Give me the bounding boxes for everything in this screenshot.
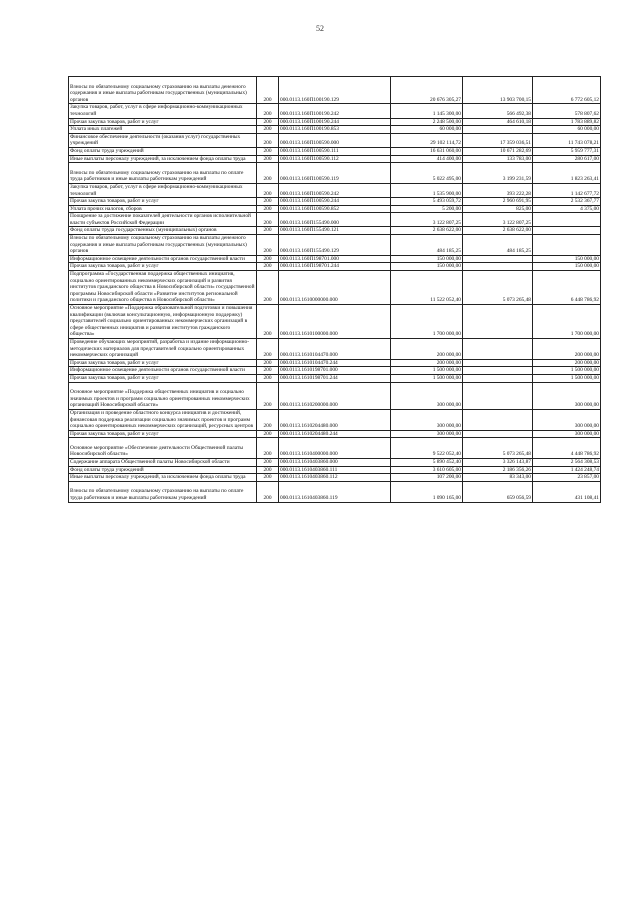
row-unexecuted-cell: 6 448 786,92 <box>533 271 601 305</box>
row-executed-cell: 3 326 143,87 <box>463 459 533 467</box>
row-unexecuted-cell: 23 857,00 <box>533 474 601 482</box>
row-kbk-cell: 000.0113.1610403860.112 <box>279 474 391 482</box>
row-executed-cell: 17 359 036,51 <box>463 133 533 147</box>
row-executed-cell: 2 638 622,00 <box>463 227 533 235</box>
row-kbk-cell: 000.0113.1610403860.119 <box>279 481 391 502</box>
row-approved-cell: 9 522 052,40 <box>391 438 463 459</box>
table-row <box>69 338 601 359</box>
row-code-cell: 200 <box>257 235 279 256</box>
row-kbk-cell: 000.0113.1610403860.000 <box>279 459 391 467</box>
table-row <box>69 263 601 271</box>
row-kbk-cell: 000.0113.160П100190.129 <box>279 77 391 104</box>
row-unexecuted-cell: 2 532 367,77 <box>533 198 601 206</box>
row-code-cell: 200 <box>257 359 279 367</box>
row-unexecuted-cell: 1 142 677,72 <box>533 183 601 197</box>
row-unexecuted-cell: 300 000,00 <box>533 430 601 438</box>
row-code-cell: 200 <box>257 147 279 155</box>
row-kbk-cell: 000.0113.160П100190.244 <box>279 118 391 126</box>
row-kbk-cell: 000.0113.160П100590.852 <box>279 205 391 213</box>
row-name-cell: Взносы по обязательному социальному страхованию на выплаты денежного содержания и иные выплаты работникам государственных (муниципальных) органов <box>69 77 257 104</box>
row-approved-cell: 150 000,00 <box>391 255 463 263</box>
row-approved-cell: 1 090 165,00 <box>391 481 463 502</box>
row-unexecuted-cell: 4 375,00 <box>533 205 601 213</box>
table-row <box>69 255 601 263</box>
row-code-cell: 200 <box>257 126 279 134</box>
row-code-cell: 200 <box>257 430 279 438</box>
row-code-cell: 200 <box>257 227 279 235</box>
row-name-cell: Прочая закупка товаров, работ и услуг <box>69 430 257 438</box>
row-unexecuted-cell: 1 424 248,74 <box>533 466 601 474</box>
row-unexecuted-cell <box>533 235 601 256</box>
row-kbk-cell: 000.0113.1610000000.000 <box>279 271 391 305</box>
row-unexecuted-cell: 2 564 308,53 <box>533 459 601 467</box>
row-unexecuted-cell: 1 823 263,41 <box>533 163 601 184</box>
row-approved-cell: 484 185,25 <box>391 235 463 256</box>
row-approved-cell: 1 535 900,00 <box>391 183 463 197</box>
row-executed-cell <box>463 126 533 134</box>
table-row <box>69 213 601 227</box>
row-kbk-cell: 000.0113.1610400000.000 <box>279 438 391 459</box>
table-row <box>69 163 601 184</box>
table-row <box>69 147 601 155</box>
row-code-cell: 200 <box>257 382 279 409</box>
row-approved-cell: 150 000,00 <box>391 263 463 271</box>
row-code-cell: 200 <box>257 155 279 163</box>
row-approved-cell: 1 500 000,00 <box>391 367 463 375</box>
row-name-cell: Организация и проведение областного конкурса инициатив и достижений, финансовая поддержка реализации социально значимых проектов и программ социально ориентированных некоммерческих организаций, ресурсных центров <box>69 409 257 430</box>
row-name-cell: Прочая закупка товаров, работ и услуг <box>69 198 257 206</box>
table-row <box>69 438 601 459</box>
row-kbk-cell: 000.0113.160П100590.244 <box>279 198 391 206</box>
row-executed-cell <box>463 367 533 375</box>
row-name-cell: Фонд оплаты труда учреждений <box>69 147 257 155</box>
row-code-cell: 200 <box>257 374 279 382</box>
row-kbk-cell: 000.0113.160П100590.119 <box>279 163 391 184</box>
budget-execution-table <box>68 76 601 503</box>
table-row <box>69 183 601 197</box>
table-row <box>69 271 601 305</box>
row-name-cell: Уплата прочих налогов, сборов <box>69 205 257 213</box>
row-approved-cell: 200 000,00 <box>391 338 463 359</box>
row-code-cell: 200 <box>257 205 279 213</box>
row-name-cell: Финансовое обеспечение деятельности (оказания услуг) государственных учреждений <box>69 133 257 147</box>
row-executed-cell <box>463 374 533 382</box>
row-approved-cell: 29 102 114,72 <box>391 133 463 147</box>
row-name-cell: Фонд оплаты труда учреждений <box>69 466 257 474</box>
row-name-cell: Взносы по обязательному социальному страхованию на выплаты по оплате труда работников и иные выплаты работникам учреждений <box>69 481 257 502</box>
row-code-cell: 200 <box>257 338 279 359</box>
row-kbk-cell: 000.0113.160П198701.244 <box>279 263 391 271</box>
row-name-cell: Основное мероприятие «Поддержка образовательной подготовки и повышения квалификации (включая консультационную, информационную поддержку) представителей социально ориентированных некоммерческих организаций в сфере общественных инициатив и развития институтов гражданского общества» <box>69 305 257 339</box>
row-code-cell: 200 <box>257 367 279 375</box>
row-kbk-cell: 000.0113.160П100590.111 <box>279 147 391 155</box>
row-code-cell: 200 <box>257 183 279 197</box>
row-name-cell: Прочая закупка товаров, работ и услуг <box>69 118 257 126</box>
row-name-cell: Иные выплаты персоналу учреждений, за исключением фонда оплаты труда <box>69 155 257 163</box>
row-name-cell: Закупка товаров, работ, услуг в сфере информационно-коммуникационных технологий <box>69 183 257 197</box>
row-unexecuted-cell: 200 000,00 <box>533 338 601 359</box>
row-code-cell: 200 <box>257 466 279 474</box>
table-row <box>69 205 601 213</box>
row-executed-cell: 3 199 231,59 <box>463 163 533 184</box>
row-code-cell: 200 <box>257 104 279 118</box>
table-row <box>69 466 601 474</box>
row-code-cell: 200 <box>257 118 279 126</box>
row-unexecuted-cell: 431 108,41 <box>533 481 601 502</box>
row-executed-cell: 484 185,25 <box>463 235 533 256</box>
row-kbk-cell: 000.0113.1610403860.111 <box>279 466 391 474</box>
row-executed-cell <box>463 338 533 359</box>
table-row <box>69 430 601 438</box>
table-body <box>69 77 601 503</box>
row-executed-cell: 825,00 <box>463 205 533 213</box>
table-row <box>69 367 601 375</box>
row-code-cell: 200 <box>257 163 279 184</box>
row-approved-cell: 3 122 807,25 <box>391 213 463 227</box>
page-number: 52 <box>316 24 324 33</box>
row-code-cell: 200 <box>257 474 279 482</box>
table-row <box>69 459 601 467</box>
table-row <box>69 133 601 147</box>
row-kbk-cell: 000.0113.1610204480.244 <box>279 430 391 438</box>
row-kbk-cell: 000.0113.1610200000.000 <box>279 382 391 409</box>
table-row <box>69 409 601 430</box>
table-row <box>69 474 601 482</box>
row-approved-cell: 300 000,00 <box>391 409 463 430</box>
row-executed-cell: 10 671 282,69 <box>463 147 533 155</box>
row-kbk-cell: 000.0113.1610104470.244 <box>279 359 391 367</box>
row-approved-cell: 414 400,00 <box>391 155 463 163</box>
table-row <box>69 305 601 339</box>
row-executed-cell: 83 343,00 <box>463 474 533 482</box>
row-code-cell: 200 <box>257 77 279 104</box>
row-approved-cell: 11 522 052,40 <box>391 271 463 305</box>
row-code-cell: 200 <box>257 133 279 147</box>
table-row <box>69 374 601 382</box>
row-name-cell: Прочая закупка товаров, работ и услуг <box>69 263 257 271</box>
row-name-cell: Прочая закупка товаров, работ и услуг <box>69 359 257 367</box>
table-row <box>69 359 601 367</box>
row-unexecuted-cell: 60 000,00 <box>533 126 601 134</box>
row-code-cell: 200 <box>257 438 279 459</box>
row-executed-cell <box>463 263 533 271</box>
row-approved-cell: 5 022 495,00 <box>391 163 463 184</box>
row-kbk-cell: 000.0113.160П100590.000 <box>279 133 391 147</box>
row-unexecuted-cell: 200 000,00 <box>533 359 601 367</box>
row-executed-cell: 3 122 807,25 <box>463 213 533 227</box>
row-kbk-cell: 000.0113.1610104470.000 <box>279 338 391 359</box>
row-approved-cell: 200 000,00 <box>391 359 463 367</box>
row-code-cell: 200 <box>257 409 279 430</box>
row-kbk-cell: 000.0113.160П155490.000 <box>279 213 391 227</box>
table-row <box>69 235 601 256</box>
row-approved-cell: 16 631 060,00 <box>391 147 463 155</box>
row-unexecuted-cell: 300 000,00 <box>533 382 601 409</box>
row-code-cell: 200 <box>257 459 279 467</box>
row-executed-cell: 5 073 265,48 <box>463 271 533 305</box>
row-executed-cell <box>463 430 533 438</box>
table-row <box>69 481 601 502</box>
table-row <box>69 104 601 118</box>
row-kbk-cell: 000.0113.1610198701.244 <box>279 374 391 382</box>
table-row <box>69 382 601 409</box>
row-kbk-cell: 000.0113.1610100000.000 <box>279 305 391 339</box>
row-executed-cell <box>463 305 533 339</box>
row-kbk-cell: 000.0113.160П100590.112 <box>279 155 391 163</box>
row-code-cell: 200 <box>257 271 279 305</box>
row-unexecuted-cell: 5 959 777,31 <box>533 147 601 155</box>
row-unexecuted-cell <box>533 213 601 227</box>
row-unexecuted-cell: 6 772 605,12 <box>533 77 601 104</box>
row-name-cell: Содержание аппарата Общественной палаты Новосибирской области <box>69 459 257 467</box>
table-row <box>69 198 601 206</box>
row-name-cell: Уплата иных платежей <box>69 126 257 134</box>
row-approved-cell: 1 500 000,00 <box>391 374 463 382</box>
row-unexecuted-cell: 300 000,00 <box>533 409 601 430</box>
row-executed-cell: 2 960 691,95 <box>463 198 533 206</box>
row-approved-cell: 5 890 452,40 <box>391 459 463 467</box>
row-code-cell: 200 <box>257 213 279 227</box>
row-executed-cell: 133 783,00 <box>463 155 533 163</box>
row-name-cell: Прочая закупка товаров, работ и услуг <box>69 374 257 382</box>
row-approved-cell: 107 200,00 <box>391 474 463 482</box>
row-name-cell: Информационное освещение деятельности органов государственной власти <box>69 255 257 263</box>
row-executed-cell: 13 903 700,15 <box>463 77 533 104</box>
row-name-cell: Фонд оплаты труда государственных (муниципальных) органов <box>69 227 257 235</box>
row-approved-cell: 20 676 305,27 <box>391 77 463 104</box>
row-kbk-cell: 000.0113.160П198701.000 <box>279 255 391 263</box>
row-name-cell: Проведение обучающих мероприятий, разработка и издание информационно-методических материалов для представителей социально ориентированных некоммерческих организаций <box>69 338 257 359</box>
row-name-cell: Иные выплаты персоналу учреждений, за исключением фонда оплаты труда <box>69 474 257 482</box>
row-name-cell: Закупка товаров, работ, услуг в сфере информационно-коммуникационных технологий <box>69 104 257 118</box>
row-unexecuted-cell: 1 700 000,00 <box>533 305 601 339</box>
row-code-cell: 200 <box>257 305 279 339</box>
row-unexecuted-cell: 280 617,00 <box>533 155 601 163</box>
table-row <box>69 77 601 104</box>
row-unexecuted-cell: 1 500 000,00 <box>533 367 601 375</box>
row-approved-cell: 1 145 300,00 <box>391 104 463 118</box>
table-row <box>69 118 601 126</box>
row-approved-cell: 1 700 000,00 <box>391 305 463 339</box>
table-row <box>69 227 601 235</box>
row-executed-cell <box>463 359 533 367</box>
row-approved-cell: 60 000,00 <box>391 126 463 134</box>
row-unexecuted-cell: 150 000,00 <box>533 263 601 271</box>
row-approved-cell: 5 200,00 <box>391 205 463 213</box>
row-kbk-cell: 000.0113.160П100190.242 <box>279 104 391 118</box>
row-unexecuted-cell <box>533 227 601 235</box>
table-row <box>69 126 601 134</box>
row-unexecuted-cell: 1 500 000,00 <box>533 374 601 382</box>
table-row <box>69 155 601 163</box>
row-executed-cell: 659 056,59 <box>463 481 533 502</box>
row-unexecuted-cell: 150 000,00 <box>533 255 601 263</box>
row-executed-cell: 5 073 265,48 <box>463 438 533 459</box>
row-name-cell: Подпрограмма «Государственная поддержка общественных инициатив, социально ориентированных некоммерческих организаций и развития институтов гражданского общества в Новосибирской области» государственной программы Новосибирской области «Развитие институтов региональной политики и гражданского общества в Новосибирской области» <box>70 271 255 304</box>
row-approved-cell: 300 000,00 <box>391 382 463 409</box>
row-kbk-cell: 000.0113.160П155490.121 <box>279 227 391 235</box>
row-code-cell: 200 <box>257 255 279 263</box>
row-name-cell: Основное мероприятие «Обеспечение деятельности Общественной палаты Новосибирской области» <box>69 438 257 459</box>
row-approved-cell: 2 638 622,00 <box>391 227 463 235</box>
row-name-cell: Основное мероприятие «Поддержка общественных инициатив и социально значимых проектов и программ социально ориентированных некоммерческих организаций Новосибирской области» <box>69 382 257 409</box>
row-code-cell: 200 <box>257 481 279 502</box>
row-approved-cell: 300 000,00 <box>391 430 463 438</box>
row-kbk-cell: 000.0113.1610198701.000 <box>279 367 391 375</box>
row-name-cell: Взносы по обязательному социальному страхованию на выплаты по оплате труда работников и иные выплаты работникам учреждений <box>69 163 257 184</box>
row-name-cell: Информационное освещение деятельности органов государственной власти <box>69 367 257 375</box>
row-approved-cell: 3 610 605,00 <box>391 466 463 474</box>
row-unexecuted-cell: 1 783 889,82 <box>533 118 601 126</box>
row-name-cell: Взносы по обязательному социальному страхованию на выплаты денежного содержания и иные выплаты работникам государственных (муниципальных) органов <box>69 235 257 256</box>
row-executed-cell: 464 610,18 <box>463 118 533 126</box>
row-name-cell: Поощрение за достижение показателей деятельности органов исполнительной власти субъектов Российской Федерации <box>69 213 257 227</box>
row-approved-cell: 2 248 500,00 <box>391 118 463 126</box>
row-executed-cell <box>463 382 533 409</box>
row-executed-cell: 566 492,38 <box>463 104 533 118</box>
row-approved-cell: 5 493 059,72 <box>391 198 463 206</box>
row-unexecuted-cell: 578 807,62 <box>533 104 601 118</box>
row-executed-cell: 393 222,28 <box>463 183 533 197</box>
row-code-cell: 200 <box>257 263 279 271</box>
row-code-cell: 200 <box>257 198 279 206</box>
row-executed-cell: 2 186 356,26 <box>463 466 533 474</box>
row-unexecuted-cell: 11 743 078,21 <box>533 133 601 147</box>
row-kbk-cell: 000.0113.160П155490.129 <box>279 235 391 256</box>
row-unexecuted-cell: 4 448 786,92 <box>533 438 601 459</box>
row-kbk-cell: 000.0113.160П100590.242 <box>279 183 391 197</box>
row-kbk-cell: 000.0113.1610204480.000 <box>279 409 391 430</box>
row-executed-cell <box>463 255 533 263</box>
row-kbk-cell: 000.0113.160П100190.853 <box>279 126 391 134</box>
row-executed-cell <box>463 409 533 430</box>
